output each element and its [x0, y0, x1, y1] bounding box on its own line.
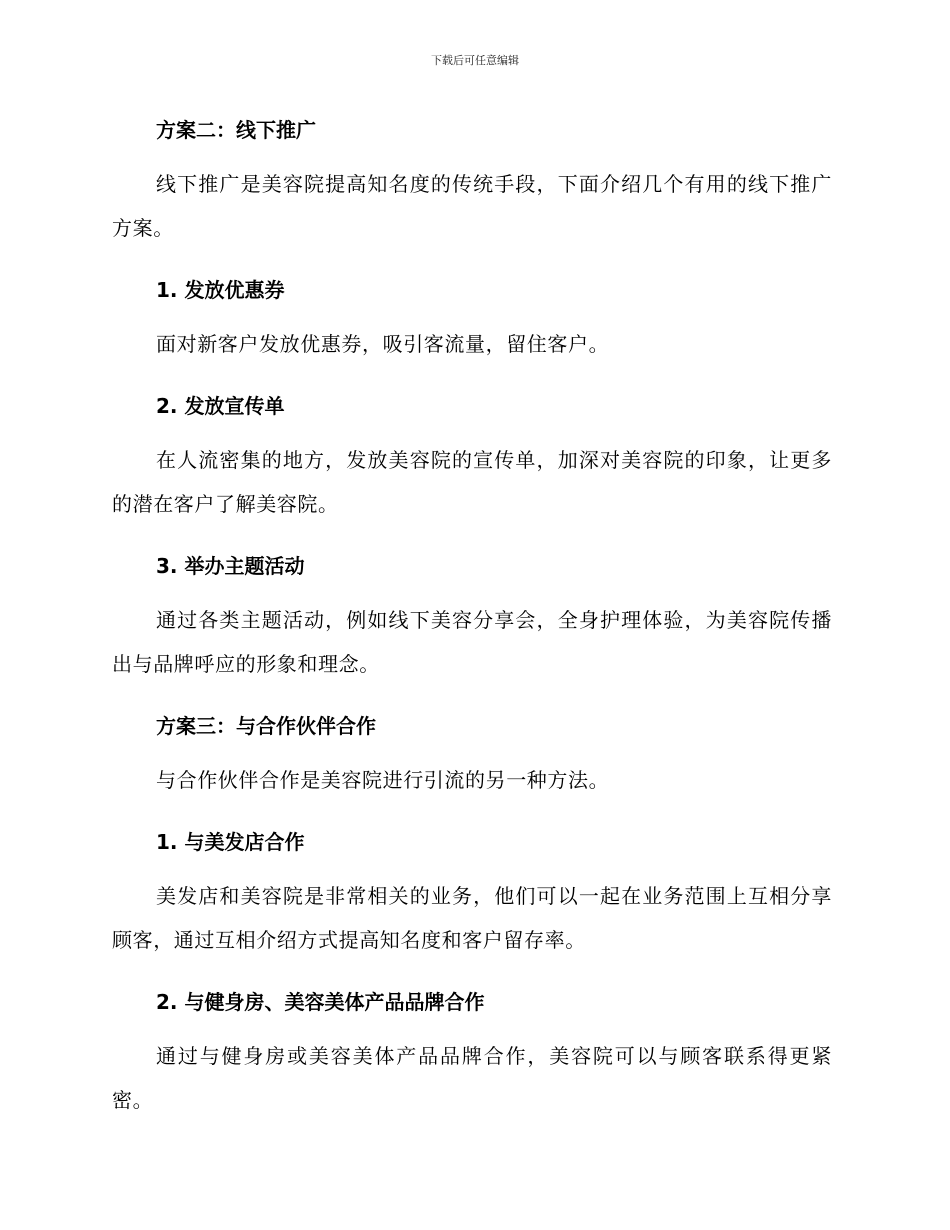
- paragraph-gym-brands: 通过与健身房或美容美体产品品牌合作，美容院可以与顾客联系得更紧密。: [112, 1044, 832, 1112]
- paragraph-partners-intro: 与合作伙伴合作是美容院进行引流的另一种方法。: [156, 768, 610, 792]
- subheading-theme-events: 3. 举办主题活动: [156, 554, 305, 578]
- section-heading-offline-promotion: 方案二：线下推广: [156, 118, 316, 142]
- subheading-gym-brands: 2. 与健身房、美容美体产品品牌合作: [156, 990, 485, 1014]
- document-body: [112, 112, 832, 1122]
- paragraph-coupons: 面对新客户发放优惠券，吸引客流量，留住客户。: [156, 332, 610, 356]
- paragraph-hair-salon: 美发店和美容院是非常相关的业务，他们可以一起在业务范围上互相分享顾客，通过互相介绍方式提高知名度和客户留存率。: [112, 884, 832, 952]
- page-header-note: 下载后可任意编辑: [431, 54, 519, 67]
- subheading-coupons: 1. 发放优惠券: [156, 278, 285, 302]
- subheading-flyers: 2. 发放宣传单: [156, 394, 285, 418]
- paragraph-offline-intro: 线下推广是美容院提高知名度的传统手段，下面介绍几个有用的线下推广方案。: [112, 172, 832, 240]
- subheading-hair-salon: 1. 与美发店合作: [156, 830, 305, 854]
- section-heading-partners: 方案三：与合作伙伴合作: [156, 714, 376, 738]
- paragraph-flyers: 在人流密集的地方，发放美容院的宣传单，加深对美容院的印象，让更多的潜在客户了解美容院。: [112, 448, 832, 516]
- paragraph-theme-events: 通过各类主题活动，例如线下美容分享会，全身护理体验，为美容院传播出与品牌呼应的形象和理念。: [112, 608, 832, 676]
